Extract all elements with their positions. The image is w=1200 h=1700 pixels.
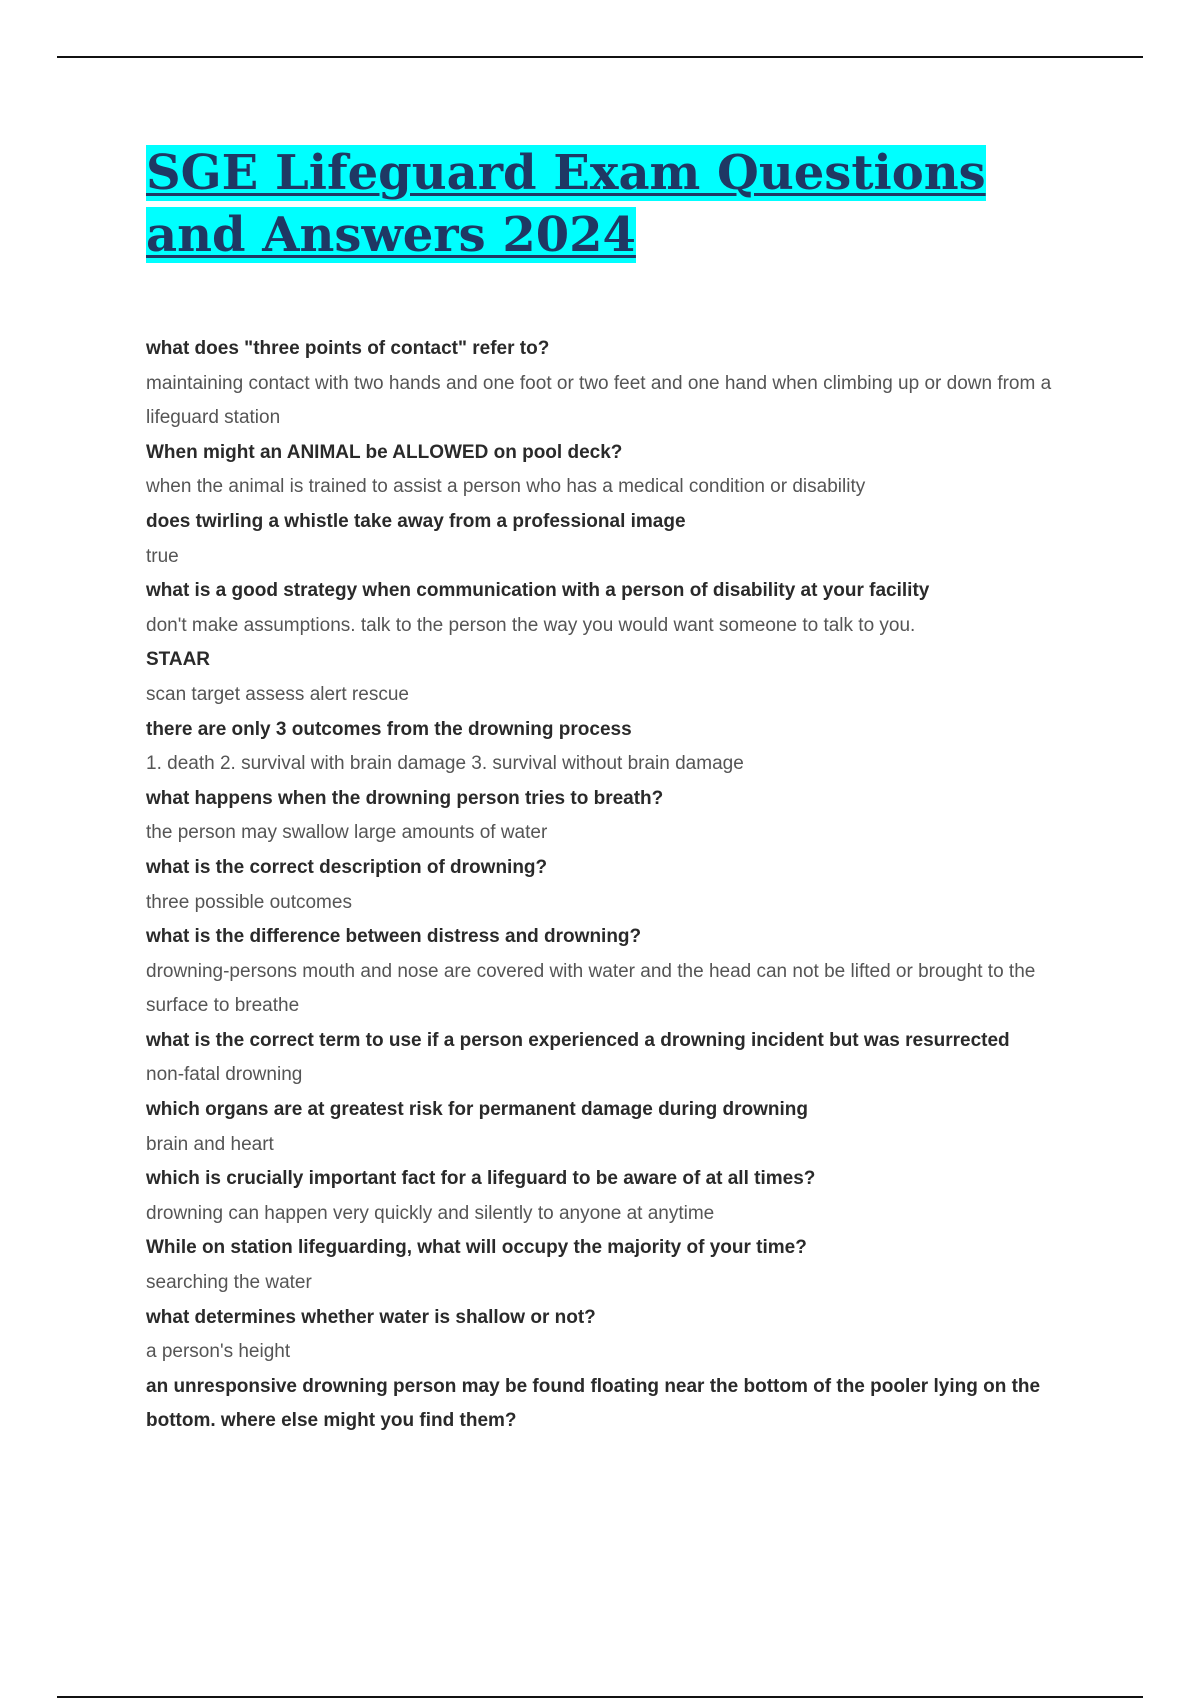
question-1: what does "three points of contact" refer to? — [146, 338, 550, 359]
question-14: what determines whether water is shallow or not? — [146, 1306, 596, 1328]
question-12: which is crucially important fact for a lifeguard to be aware of at all times? — [146, 1168, 816, 1190]
question-11: which organs are at greatest risk for permanent damage during drowning — [146, 1099, 808, 1121]
question-10: what is the correct term to use if a person experienced a drowning incident but was resurrected — [146, 1029, 1010, 1051]
question-2: When might an ANIMAL be ALLOWED on pool deck? — [146, 441, 623, 463]
answer-12: drowning can happen very quickly and silently to anyone at anytime — [146, 1202, 715, 1224]
question-5: STAAR — [146, 649, 211, 671]
question-8: what is the correct description of drowning? — [146, 856, 548, 878]
bottom-rule — [57, 1696, 1143, 1698]
question-6: there are only 3 outcomes from the drowning process — [146, 718, 632, 740]
document-title-text: SGE Lifeguard Exam Questions and Answers 2024 — [146, 145, 986, 263]
document-title — [146, 142, 1046, 266]
answer-1: maintaining contact with two hands and one foot or two feet and one hand when climbing up or down from a lifeguard station — [146, 372, 1052, 429]
answer-6: 1. death 2. survival with brain damage 3. survival without brain damage — [146, 753, 744, 775]
answer-9: drowning-persons mouth and nose are covered with water and the head can not be lifted or brought to the surface to breathe — [146, 960, 1036, 1017]
answer-13: searching the water — [146, 1272, 312, 1294]
answer-8: three possible outcomes — [146, 891, 352, 913]
answer-2: when the animal is trained to assist a person who has a medical condition or disability — [146, 476, 866, 498]
top-rule — [57, 56, 1143, 58]
answer-5: scan target assess alert rescue — [146, 683, 409, 705]
question-3: does twirling a whistle take away from a professional image — [146, 510, 686, 532]
question-9: what is the difference between distress and drowning? — [146, 926, 642, 948]
question-13: While on station lifeguarding, what will occupy the majority of your time? — [146, 1237, 807, 1259]
answer-10: non-fatal drowning — [146, 1064, 303, 1086]
qa-list — [146, 332, 1066, 1439]
answer-4: don't make assumptions. talk to the person the way you would want someone to talk to you. — [146, 614, 916, 636]
question-7: what happens when the drowning person tries to breath? — [146, 787, 664, 809]
question-15: an unresponsive drowning person may be found floating near the bottom of the pooler lying on the bottom. where else might you find them? — [146, 1375, 1041, 1432]
answer-14: a person's height — [146, 1341, 291, 1363]
answer-3: true — [146, 545, 179, 567]
question-4: what is a good strategy when communication with a person of disability at your facility — [146, 580, 930, 602]
answer-11: brain and heart — [146, 1133, 274, 1155]
answer-7: the person may swallow large amounts of water — [146, 822, 548, 844]
